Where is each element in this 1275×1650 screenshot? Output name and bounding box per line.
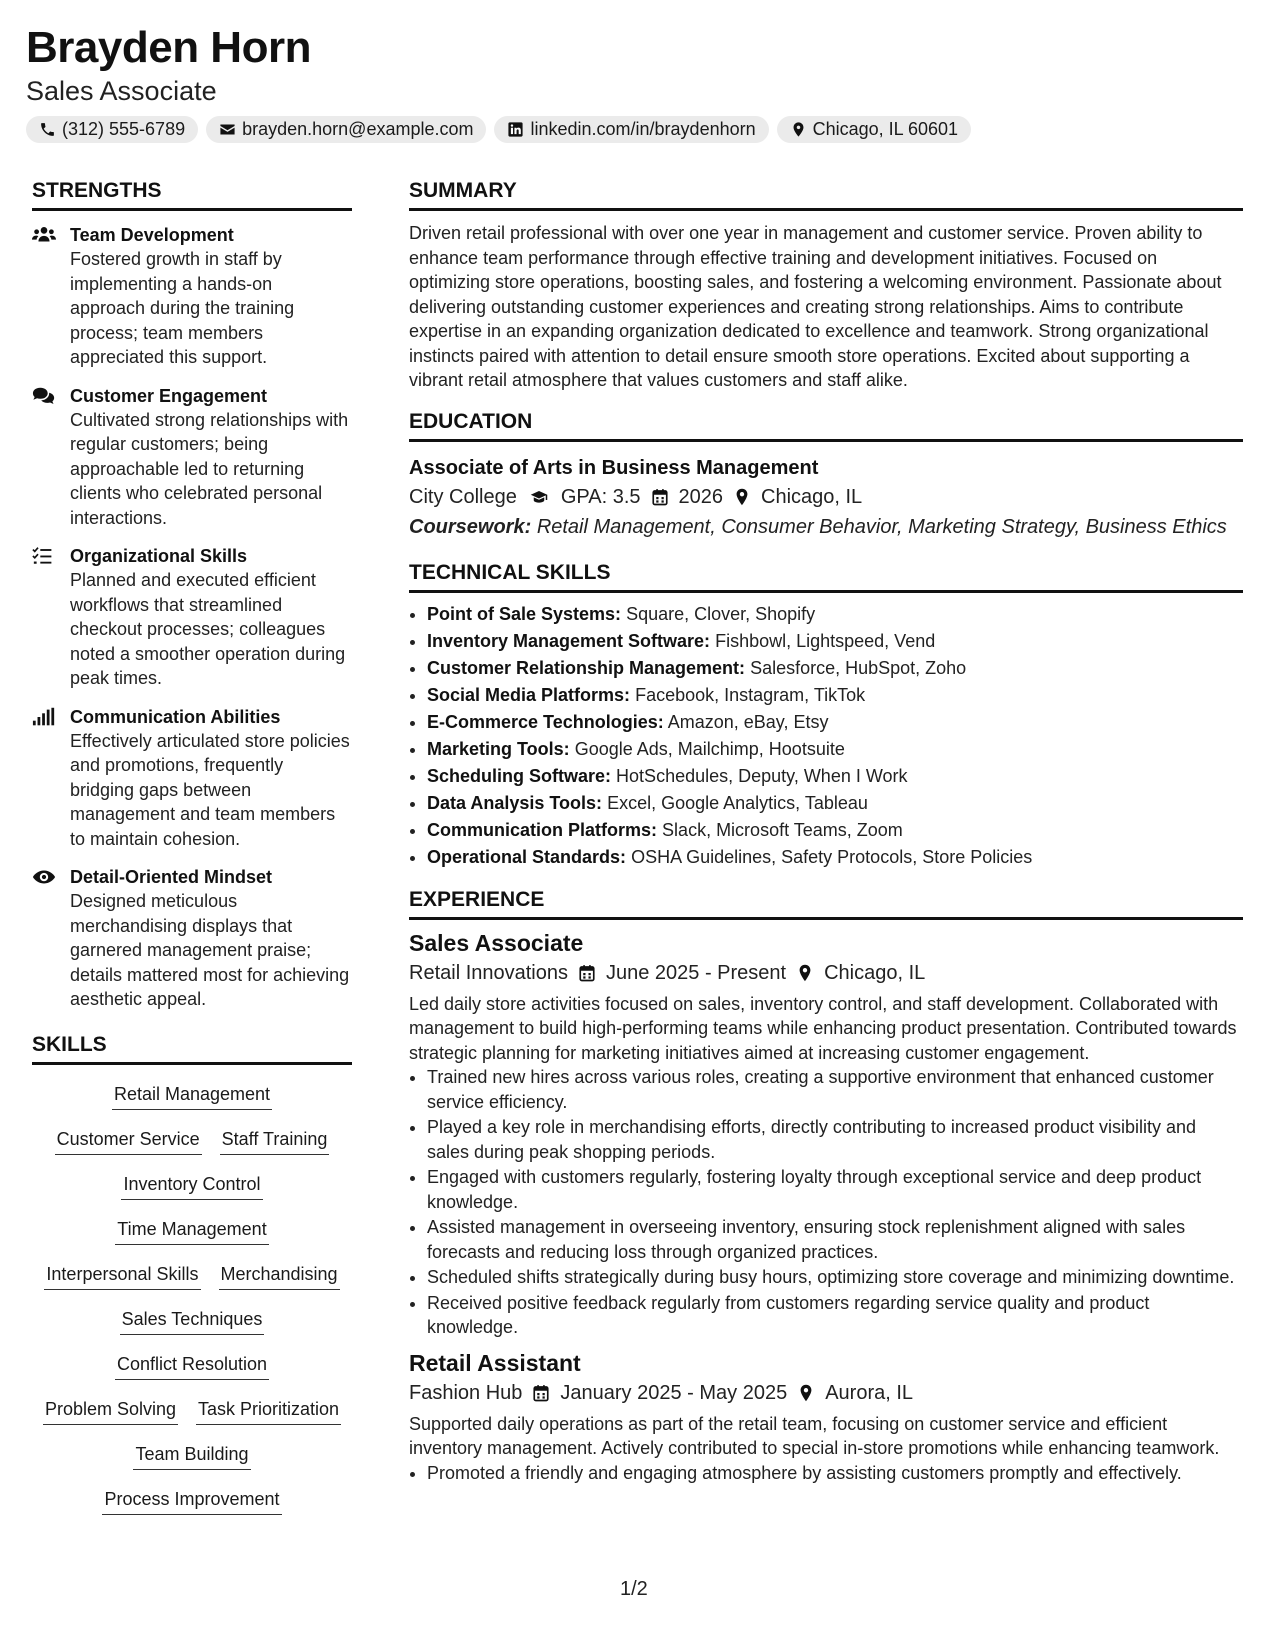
job-description: Led daily store activities focused on sales, inventory control, and staff development. Collaborated with management to build high-performing teams while enhancing product presentation. Contributed towards strategic planning for marketing initiatives aimed at increasing customer engagement. — [409, 993, 1237, 1063]
education-meta — [409, 482, 1243, 512]
map-pin-icon — [796, 964, 814, 982]
list-item — [427, 736, 1243, 763]
map-pin-icon — [797, 1384, 815, 1402]
page-number: 1/2 — [620, 1578, 648, 1600]
school-name: City College — [409, 485, 517, 508]
skill-tag: Merchandising — [219, 1261, 340, 1290]
strengths-heading: STRENGTHS — [32, 176, 352, 211]
contact-location[interactable] — [777, 116, 971, 143]
skill-tag: Team Building — [133, 1441, 250, 1470]
tech-skill-value: Excel, Google Analytics, Tableau — [607, 792, 868, 813]
tech-skill-value: HotSchedules, Deputy, When I Work — [616, 765, 908, 786]
tech-skill-value: Fishbowl, Lightspeed, Vend — [715, 630, 936, 651]
strength-name: Organizational Skills — [70, 546, 248, 566]
envelope-icon — [219, 121, 236, 138]
job-meta — [409, 958, 1243, 988]
calendar-icon — [578, 964, 596, 982]
skill-tag: Customer Service — [55, 1126, 202, 1155]
tech-skill-value: Facebook, Instagram, TikTok — [635, 684, 866, 705]
linkedin-icon — [507, 121, 524, 138]
job-location: Aurora, IL — [825, 1381, 914, 1404]
job-meta — [409, 1378, 1243, 1408]
graduation-cap-icon — [527, 488, 551, 506]
list-item — [427, 844, 1243, 871]
contact-location-text: Chicago, IL 60601 — [812, 119, 959, 139]
strength-item — [32, 865, 352, 1012]
skill-tag: Problem Solving — [43, 1396, 178, 1425]
contact-phone-text: (312) 555-6789 — [62, 119, 186, 139]
calendar-icon — [532, 1384, 550, 1402]
chat-bubbles-icon — [32, 386, 56, 406]
contact-email-text: brayden.horn@example.com — [242, 119, 474, 139]
experience-heading: EXPERIENCE — [409, 885, 1243, 920]
tech-skill-label: Marketing Tools: — [427, 738, 570, 759]
strength-name: Detail-Oriented Mindset — [70, 867, 273, 887]
skill-tag: Task Prioritization — [196, 1396, 341, 1425]
users-icon — [32, 225, 56, 245]
summary-text: Driven retail professional with over one year in management and customer service. Proven ability to enhance team performance through effective training and development initiatives. Focused on optimizing store operations, boosting sales, and fostering a welcoming environment. Passionate about delivering outstanding customer experiences and creating strong relationships. Aims to contribute expertise in an expanding organization dedicated to excellence and teamwork. Strong organizational instincts paired with attention to detail ensure smooth store operations. Excited about supporting a vibrant retail atmosphere that values customers and staff alike. — [409, 223, 1222, 390]
list-item — [427, 655, 1243, 682]
strength-description: Effectively articulated store policies and promotions, frequently bridging gaps between management and team members to maintain cohesion. — [70, 730, 350, 849]
coursework — [409, 512, 1243, 542]
list-item — [427, 790, 1243, 817]
job-entry — [409, 928, 1243, 1340]
skill-tag: Sales Techniques — [120, 1306, 265, 1335]
strength-name: Communication Abilities — [70, 706, 281, 727]
list-item — [427, 601, 1243, 628]
tech-skill-value: Salesforce, HubSpot, Zoho — [750, 657, 967, 678]
strength-item — [32, 223, 352, 370]
job-bullets — [409, 1461, 1243, 1486]
tech-skill-label: Social Media Platforms: — [427, 684, 631, 705]
list-item — [427, 628, 1243, 655]
list-item: • Scheduled shifts strategically during busy hours, optimizing store coverage and minimizing downtime. — [427, 1265, 1243, 1290]
job-entry — [409, 1348, 1243, 1486]
list-item: • Engaged with customers regularly, fostering loyalty through exceptional service and deep product knowledge. — [427, 1165, 1243, 1214]
company-name: Fashion Hub — [409, 1381, 523, 1404]
contact-linkedin[interactable] — [494, 116, 768, 143]
skill-tag: Process Improvement — [102, 1486, 281, 1515]
list-item: • Received positive feedback regularly from customers regarding service quality and product knowledge. — [427, 1291, 1243, 1340]
tech-skill-label: Customer Relationship Management: — [427, 657, 746, 678]
right-column — [409, 176, 1243, 1497]
skill-tag: Staff Training — [220, 1126, 330, 1155]
skills-heading: SKILLS — [32, 1030, 352, 1065]
degree-name: Associate of Arts in Business Management — [409, 456, 819, 479]
candidate-name: Brayden Horn — [26, 23, 311, 72]
job-title: Sales Associate — [409, 929, 584, 956]
strength-description: Fostered growth in staff by implementing a hands-on approach during the training process; team members appreciated this support. — [70, 249, 295, 367]
job-dates: June 2025 - Present — [605, 961, 787, 984]
skill-tag: Conflict Resolution — [115, 1351, 269, 1380]
list-item: • Promoted a friendly and engaging atmosphere by assisting customers promptly and effectively. — [427, 1461, 1243, 1486]
tech-skill-value: Amazon, eBay, Etsy — [667, 711, 829, 732]
graduation-year: 2026 — [678, 485, 723, 508]
company-name: Retail Innovations — [409, 961, 568, 984]
tech-skill-label: Communication Platforms: — [427, 819, 658, 840]
resume-header — [26, 22, 1246, 143]
job-bullets — [409, 1065, 1243, 1340]
signal-bars-icon — [32, 707, 56, 727]
tech-skill-value: Slack, Microsoft Teams, Zoom — [662, 819, 903, 840]
tech-skill-label: Data Analysis Tools: — [427, 792, 603, 813]
coursework-list: Retail Management, Consumer Behavior, Marketing Strategy, Business Ethics — [536, 515, 1227, 538]
map-pin-icon — [790, 121, 807, 138]
coursework-label: Coursework: — [409, 515, 532, 538]
tech-skill-value: Google Ads, Mailchimp, Hootsuite — [574, 738, 845, 759]
strength-description: Designed meticulous merchandising displays that garnered management praise; details mattered most for achieving aesthetic appeal. — [70, 891, 350, 1009]
tech-skill-label: Operational Standards: — [427, 846, 627, 867]
education-location: Chicago, IL — [761, 485, 863, 508]
technical-skills-list — [409, 601, 1243, 871]
strength-item — [32, 544, 352, 691]
phone-icon — [39, 121, 56, 138]
checklist-icon — [32, 546, 56, 566]
list-item — [427, 763, 1243, 790]
tech-skill-label: Point of Sale Systems: — [427, 603, 622, 624]
contact-linkedin-text: linkedin.com/in/braydenhorn — [530, 119, 756, 139]
strength-name: Customer Engagement — [70, 385, 268, 406]
job-title: Retail Assistant — [409, 1349, 581, 1376]
skill-tag: Retail Management — [112, 1081, 272, 1110]
strength-description: Cultivated strong relationships with regular customers; being approachable led to returning clients who celebrated personal interactions. — [70, 409, 349, 528]
list-item — [427, 817, 1243, 844]
tech-skill-value: Square, Clover, Shopify — [626, 603, 816, 624]
strength-item — [32, 705, 352, 852]
tech-skill-label: Inventory Management Software: — [427, 630, 711, 651]
list-item: • Trained new hires across various roles, creating a supportive environment that enhanced customer service efficiency. — [427, 1065, 1243, 1114]
skill-tag: Interpersonal Skills — [44, 1261, 200, 1290]
list-item: • Played a key role in merchandising efforts, directly contributing to increased product visibility and sales during peak shopping periods. — [427, 1115, 1243, 1164]
technical-skills-heading: TECHNICAL SKILLS — [409, 558, 1243, 593]
list-item: • Assisted management in overseeing inventory, ensuring stock replenishment aligned with sales forecasts and reducing loss through organized practices. — [427, 1215, 1243, 1264]
left-column — [32, 176, 352, 1531]
calendar-icon — [651, 488, 669, 506]
tech-skill-label: E-Commerce Technologies: — [427, 711, 664, 732]
map-pin-icon — [733, 488, 751, 506]
skills-grid — [32, 1077, 352, 1531]
eye-icon — [32, 867, 56, 887]
contact-phone[interactable] — [26, 116, 198, 143]
list-item — [427, 709, 1243, 736]
contact-bar — [26, 116, 1246, 143]
skill-tag: Time Management — [115, 1216, 268, 1245]
strength-name: Team Development — [70, 225, 234, 245]
job-description: Supported daily operations as part of the retail team, focusing on customer service and efficient inventory management. Actively contributed to special in-store promotions while enhancing teamwork. — [409, 1413, 1220, 1458]
job-location: Chicago, IL — [824, 961, 926, 984]
tech-skill-label: Scheduling Software: — [427, 765, 612, 786]
candidate-title: Sales Associate — [26, 76, 217, 106]
tech-skill-value: OSHA Guidelines, Safety Protocols, Store Policies — [631, 846, 1033, 867]
job-dates: January 2025 - May 2025 — [560, 1381, 788, 1404]
strength-description: Planned and executed efficient workflows that streamlined checkout processes; colleagues noted a smoother operation during peak times. — [70, 570, 346, 688]
skill-tag: Inventory Control — [121, 1171, 262, 1200]
gpa: GPA: 3.5 — [560, 485, 641, 508]
list-item — [427, 682, 1243, 709]
contact-email[interactable] — [206, 116, 486, 143]
strength-item — [32, 384, 352, 531]
education-heading: EDUCATION — [409, 407, 1243, 442]
summary-heading: SUMMARY — [409, 176, 1243, 211]
